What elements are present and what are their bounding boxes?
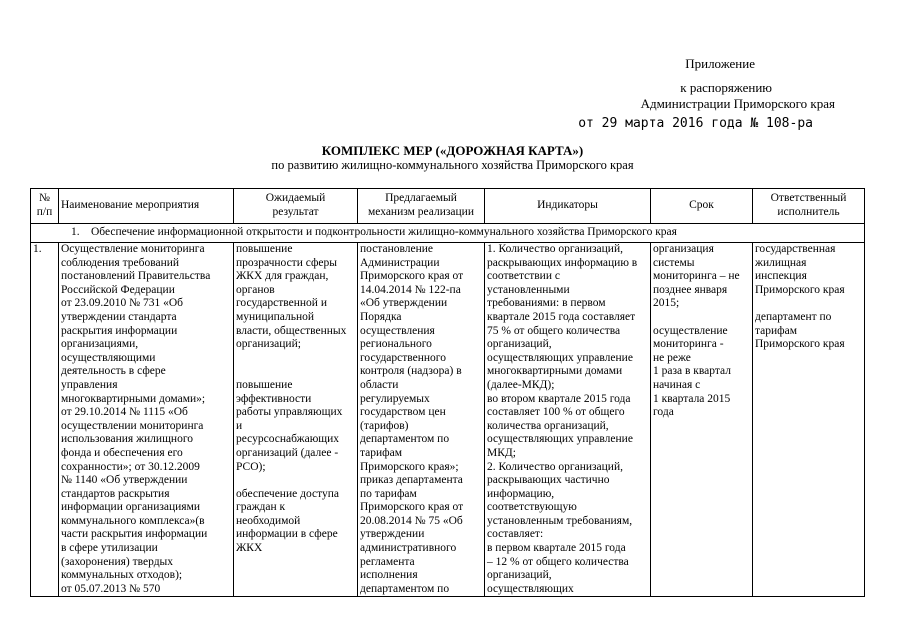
section-title: Обеспечение информационной открытости и подконтрольности жилищно-коммунального хозяйства Приморского края	[91, 226, 677, 239]
to-order-label: к распоряжению	[680, 80, 772, 95]
section-number: 1.	[71, 226, 80, 239]
roadmap-table	[30, 188, 865, 597]
column-header-name: Наименование мероприятия	[59, 189, 234, 224]
appendix-label: Приложение	[685, 56, 755, 71]
row-mechanism: постановление Администрации Приморского края от 14.04.2014 № 122-па «Об утверждении Порядка осуществления регионального государственного контроля (надзора) в области регулируемых государством цен (тарифов) департаментом по тарифам Приморского края»; приказ департамента по тарифам Приморского края от 20.08.2014 № 75 «Об утверждении административного регламента исполнения департаментом по	[358, 243, 485, 597]
column-header-number: № п/п	[31, 189, 59, 224]
column-header-mechanism: Предлагаемый механизм реализации	[358, 189, 485, 224]
row-name: Осуществление мониторинга соблюдения требований постановлений Правительства Российской Федерации от 23.09.2010 № 731 «Об утверждении стандарта раскрытия информации организациями, осуществляющими деятельность в сфере управления многоквартирными домами»; от 29.10.2014 № 1115 «Об осуществлении мониторинга использования жилищного фонда и обеспечения его сохранности»; от 30.12.2009 № 1140 «Об утверждении стандартов раскрытия информации организациями коммунального комплекса»(в части раскрытия информации в сфере утилизации (захоронения) твердых коммунальных отходов); от 05.07.2013 № 570	[59, 243, 234, 597]
administration-label: Администрации Приморского края	[640, 96, 835, 111]
column-header-indicators: Индикаторы	[485, 189, 651, 224]
row-result: повышение прозрачности сферы ЖКХ для граждан, органов государственной и муниципальной власти, общественных организаций; повышение эффективности работы управляющих и ресурсоснабжающих организаций (далее - РСО); обеспечение доступа граждан к необходимой информации в сфере ЖКХ	[234, 243, 358, 597]
document-subtitle: по развитию жилищно-коммунального хозяйства Приморского края	[271, 158, 634, 172]
table-header-row	[31, 189, 865, 224]
column-header-responsible: Ответственный исполнитель	[753, 189, 865, 224]
row-responsible: государственная жилищная инспекция Приморского края департамент по тарифам Приморского края	[753, 243, 865, 597]
row-indicators: 1. Количество организаций, раскрывающих информацию в соответствии с установленными требованиями: в первом квартале 2015 года составляет 75 % от общего количества организаций, осуществляющих управление многоквартирными домами (далее-МКД); во втором квартале 2015 года составляет 100 % от общего количества организаций, осуществляющих управление МКД; 2. Количество организаций, раскрывающих частично информацию, соответствующую установленным требованиям, составляет: в первом квартале 2015 года – 12 % от общего количества организаций, осуществляющих	[485, 243, 651, 597]
section-row	[31, 224, 865, 243]
table-row	[31, 243, 865, 597]
document-title: КОМПЛЕКС МЕР («ДОРОЖНАЯ КАРТА»)	[321, 143, 584, 158]
row-number: 1.	[31, 243, 59, 597]
column-header-deadline: Срок	[651, 189, 753, 224]
section-heading	[31, 224, 865, 243]
order-date-stamp: от 29 марта 2016 года № 108-ра	[578, 116, 813, 131]
column-header-result: Ожидаемый результат	[234, 189, 358, 224]
row-deadline: организация системы мониторинга – не позднее января 2015; осуществление мониторинга - не реже 1 раза в квартал начиная с 1 квартала 2015 года	[651, 243, 753, 597]
